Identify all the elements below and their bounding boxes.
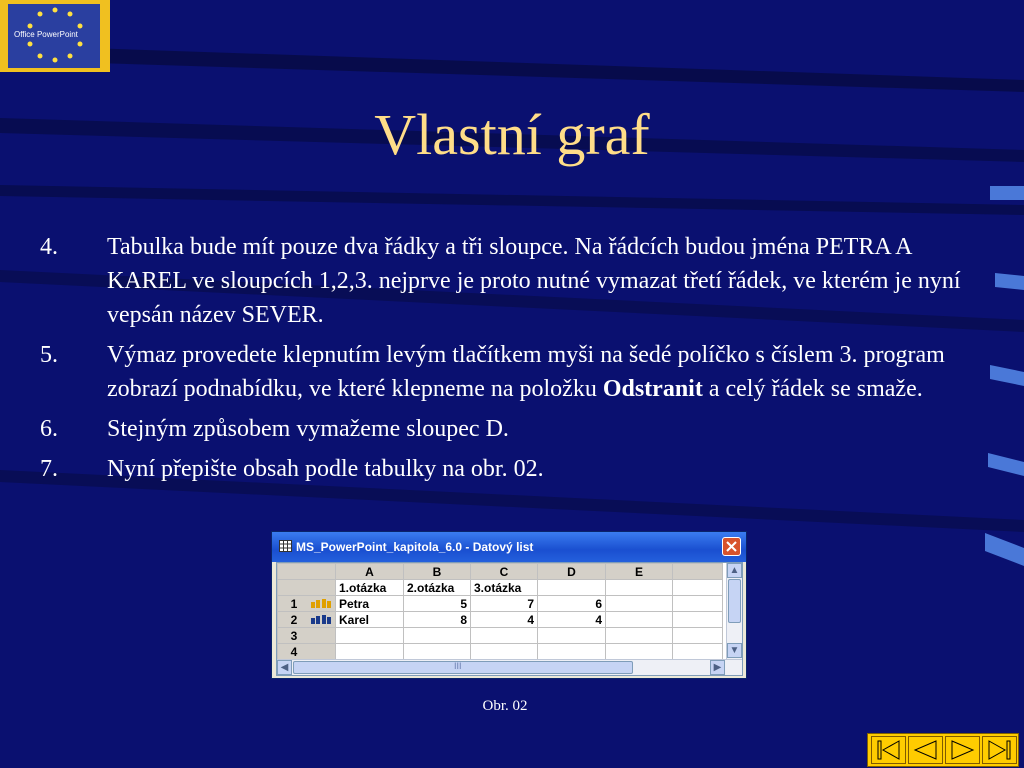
- row-header-4[interactable]: [278, 644, 336, 660]
- cell[interactable]: 4: [538, 612, 606, 628]
- cell[interactable]: [606, 580, 673, 596]
- cell[interactable]: [673, 612, 723, 628]
- cell[interactable]: 3.otázka: [471, 580, 538, 596]
- cell[interactable]: [336, 628, 404, 644]
- scroll-grip: III: [454, 661, 462, 671]
- table-row: [278, 628, 723, 644]
- cell[interactable]: 8: [404, 612, 471, 628]
- cell[interactable]: 7: [471, 596, 538, 612]
- first-slide-icon: [872, 737, 905, 763]
- cell[interactable]: [606, 596, 673, 612]
- close-icon: [723, 538, 740, 555]
- column-header-a[interactable]: A: [336, 564, 404, 580]
- chevron-up-icon: ▲: [729, 565, 740, 576]
- slide-navigation: [867, 733, 1019, 767]
- column-header-extra[interactable]: [673, 564, 723, 580]
- row-label-cell[interactable]: Karel: [336, 612, 404, 628]
- cell[interactable]: [606, 612, 673, 628]
- window-titlebar[interactable]: [272, 532, 746, 562]
- item-number: 5.: [40, 342, 58, 368]
- list-item: [40, 230, 970, 332]
- scroll-left-button[interactable]: [277, 660, 292, 675]
- item-text: Výmaz provedete klepnutím levým tlačítkem myši na šedé políčko s číslem 3. program zobrazí podnabídku, ve které klepneme na položku: [107, 342, 945, 402]
- bar-series-icon: [311, 598, 331, 608]
- cell[interactable]: [471, 628, 538, 644]
- list-item: [40, 412, 970, 446]
- cell[interactable]: 4: [471, 612, 538, 628]
- column-header-d[interactable]: D: [538, 564, 606, 580]
- cell[interactable]: [606, 628, 673, 644]
- figure-caption: Obr. 02: [482, 698, 528, 714]
- item-number: 7.: [40, 456, 58, 482]
- horizontal-scroll-thumb[interactable]: [293, 661, 633, 674]
- cell[interactable]: [673, 628, 723, 644]
- scroll-right-button[interactable]: [710, 660, 725, 675]
- table-row: [278, 596, 723, 612]
- cell[interactable]: [606, 644, 673, 660]
- previous-slide-button[interactable]: [908, 736, 943, 764]
- datasheet-table: [277, 563, 723, 660]
- item-bold-text: Odstranit: [602, 376, 703, 402]
- list-item: [40, 338, 970, 406]
- row-header-empty[interactable]: [278, 580, 336, 596]
- selected-cell[interactable]: 6: [538, 596, 606, 612]
- row-header-3[interactable]: [278, 628, 336, 644]
- cell[interactable]: 2.otázka: [404, 580, 471, 596]
- row-header-1[interactable]: [278, 596, 336, 612]
- table-row: [278, 612, 723, 628]
- corner-cell[interactable]: [278, 564, 336, 580]
- row-number: 2: [290, 612, 298, 627]
- slide-title: Vlastní graf: [374, 102, 650, 167]
- row-label-cell[interactable]: Petra: [336, 596, 404, 612]
- datasheet-grid: [276, 562, 743, 676]
- row-number: 1: [290, 596, 298, 611]
- scroll-down-button[interactable]: [727, 643, 742, 658]
- cell[interactable]: [336, 644, 404, 660]
- item-number: 6.: [40, 416, 58, 442]
- cell[interactable]: [673, 580, 723, 596]
- cell[interactable]: [538, 644, 606, 660]
- next-icon: [946, 737, 979, 763]
- table-row: [278, 644, 723, 660]
- horizontal-scrollbar[interactable]: [277, 659, 742, 676]
- row-number: 3: [290, 628, 298, 643]
- table-icon: [279, 540, 292, 552]
- logo-text: Office PowerPoint: [14, 30, 78, 39]
- last-slide-icon: [983, 737, 1016, 763]
- cell[interactable]: [538, 628, 606, 644]
- cell[interactable]: [538, 580, 606, 596]
- column-header-row: [278, 564, 723, 580]
- vertical-scrollbar[interactable]: [726, 563, 743, 659]
- chevron-left-icon: ◀: [280, 662, 289, 673]
- list-item: [40, 452, 970, 486]
- window-title: MS_PowerPoint_kapitola_6.0 - Datový list: [296, 540, 534, 554]
- office-logo: [0, 0, 110, 72]
- cell[interactable]: 1.otázka: [336, 580, 404, 596]
- column-header-c[interactable]: C: [471, 564, 538, 580]
- cell[interactable]: [404, 644, 471, 660]
- cell[interactable]: 5: [404, 596, 471, 612]
- column-header-e[interactable]: E: [606, 564, 673, 580]
- next-slide-button[interactable]: [945, 736, 980, 764]
- close-button[interactable]: [722, 537, 741, 556]
- last-slide-button[interactable]: [982, 736, 1017, 764]
- instruction-list: [40, 230, 970, 492]
- cell[interactable]: [673, 644, 723, 660]
- item-text: Nyní přepište obsah podle tabulky na obr. 02.: [107, 456, 544, 482]
- table-row: [278, 580, 723, 596]
- cell[interactable]: [404, 628, 471, 644]
- scroll-up-button[interactable]: [727, 563, 742, 578]
- column-header-b[interactable]: B: [404, 564, 471, 580]
- bar-series-icon: [311, 614, 331, 624]
- item-text-end: a celý řádek se smaže.: [702, 376, 923, 402]
- datasheet-window: [271, 531, 747, 679]
- first-slide-button[interactable]: [871, 736, 906, 764]
- cell[interactable]: [471, 644, 538, 660]
- chevron-down-icon: ▼: [729, 645, 740, 656]
- item-text: Tabulka bude mít pouze dva řádky a tři sloupce. Na řádcích budou jména PETRA A KAREL ve sloupcích 1,2,3. nejprve je proto nutné vymazat třetí řádek, ve kterém je nyní vepsán název SEVER.: [107, 234, 961, 328]
- chevron-right-icon: ▶: [713, 662, 722, 673]
- vertical-scroll-thumb[interactable]: [728, 579, 741, 623]
- row-number: 4: [290, 644, 298, 659]
- previous-icon: [909, 737, 942, 763]
- item-number: 4.: [40, 234, 58, 260]
- cell[interactable]: [673, 596, 723, 612]
- item-text: Stejným způsobem vymažeme sloupec D.: [107, 416, 509, 442]
- row-header-2[interactable]: [278, 612, 336, 628]
